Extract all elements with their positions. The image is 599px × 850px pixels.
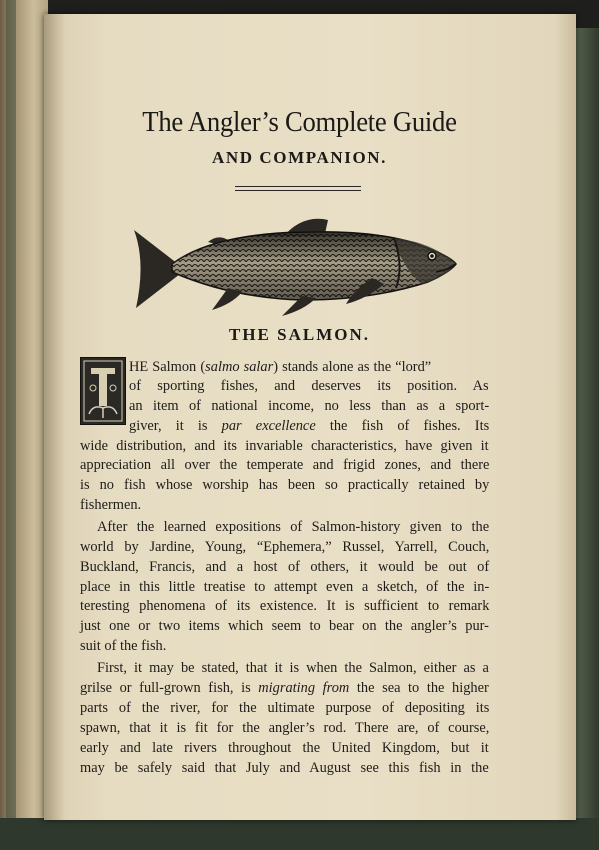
section-heading: THE SALMON. xyxy=(228,325,371,344)
body-line-19: spawn, that it is fit for the angler’s rod. There are, of course, xyxy=(80,720,490,736)
body-line-16: First, it may be stated, that it is when the Salmon, either as a xyxy=(97,660,489,676)
body-line-3: an item of national income, no less than as a sport- xyxy=(129,398,490,414)
decorated-initial-letter xyxy=(80,357,126,425)
body-line-6: appreciation all over the temperate and frigid zones, and there xyxy=(80,457,490,473)
body-line-17: grilse or full-grown fish, is migrating from the sea to the higher xyxy=(80,680,489,696)
body-line-10: world by Jardine, Young, “Ephemera,” Russel, Yarrell, Couch, xyxy=(80,539,490,555)
drop-cap-letter: T xyxy=(103,424,104,425)
body-line-8: fishermen. xyxy=(80,497,142,513)
body-line-11: Buckland, Francis, and a host of others, it would be out of xyxy=(80,559,490,575)
book-cover-bottom xyxy=(0,818,599,850)
salmon-illustration xyxy=(132,212,462,322)
body-line-20: early and late rivers throughout the United Kingdom, but it xyxy=(80,740,489,756)
body-line-15: suit of the fish. xyxy=(80,638,167,654)
title-rule xyxy=(235,186,361,191)
body-line-9: After the learned expositions of Salmon-history given to the xyxy=(97,519,490,535)
body-line-13: teresting phenomena of its existence. It is sufficient to remark xyxy=(80,598,490,614)
body-line-5: wide distribution, and its invariable characteristics, have given it xyxy=(80,438,489,454)
body-line-21: may be safely said that July and August see this fish in the xyxy=(80,760,489,776)
body-line-2: of sporting fishes, and deserves its position. As xyxy=(129,378,489,394)
body-line-4: giver, it is par excellence the fish of fishes. Its xyxy=(129,418,490,434)
body-line-7: is no fish whose worship has been so practically retained by xyxy=(80,477,490,493)
body-line-18: parts of the river, for the ultimate purpose of depositing its xyxy=(80,700,490,716)
body-line-1: HE Salmon (salmo salar) stands alone as the “lord” xyxy=(129,359,432,375)
page-title: The Angler’s Complete Guide xyxy=(142,106,457,138)
page-subtitle: AND COMPANION. xyxy=(211,148,388,167)
body-line-14: just one or two items which seem to bear on the angler’s pur- xyxy=(80,618,489,634)
body-line-12: place in this little treatise to attempt even a sketch, of the in- xyxy=(80,579,490,595)
